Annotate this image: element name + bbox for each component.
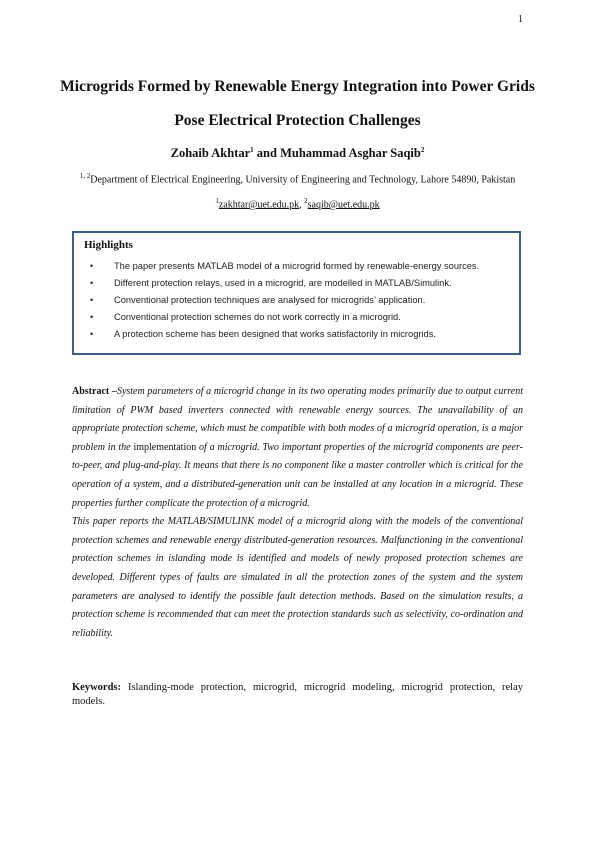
highlight-text: Conventional protection techniques are analysed for microgrids’ application. [114, 295, 426, 305]
bullet-icon: • [90, 261, 94, 271]
email-1-sup: 1 [215, 197, 219, 205]
abstract-text-part1: System parameters of a microgrid change in its two operating modes primarily due to output current limitation of PWM based inverters connected with renewable energy sources. The unavailability of an appropriate protection scheme, which must be compatible with both modes of a microgrid operation, is a major problem in the [72, 386, 523, 453]
bullet-icon: • [90, 278, 94, 288]
highlight-item [84, 258, 507, 275]
highlight-item [84, 326, 507, 343]
bullet-icon: • [90, 295, 94, 305]
abstract [72, 383, 523, 643]
authors-connector: and [253, 146, 281, 161]
highlight-item [84, 275, 507, 292]
email-2-sup: 2 [304, 197, 308, 205]
highlight-text: A protection scheme has been designed that works satisfactorily in microgrids. [114, 329, 436, 339]
author-2: Muhammad Asghar Saqib [280, 146, 421, 161]
email-1-link[interactable]: zakhtar@uet.edu.pk [218, 199, 300, 211]
bullet-icon: • [90, 312, 94, 322]
affiliation-sup: 1, 2 [79, 172, 91, 180]
highlight-text: The paper presents MATLAB model of a microgrid formed by renewable-energy sources. [114, 261, 480, 271]
highlights-heading: Highlights [84, 239, 133, 251]
abstract-upright-word: implementation [133, 441, 197, 453]
keywords-text: Islanding-mode protection, microgrid, microgrid modeling, microgrid protection, relay models. [72, 682, 523, 707]
paper-title: Microgrids Formed by Renewable Energy Integration into Power Grids Pose Electrical Protection Challenges [60, 78, 535, 129]
abstract-label: Abstract – [72, 386, 117, 397]
author-1-sup: 1 [250, 146, 254, 154]
email-2-link[interactable]: saqib@uet.edu.pk [307, 199, 380, 211]
abstract-text-part2: of a microgrid. Two important properties of the microgrid components are peer-to-peer, and plug-and-play. It means that there is no component like a master controller which is critical for the operation of a system, and a distributed-generation unit can be installed at any location in a microgrid. These properties further complicate the protection of a microgrid. [72, 441, 523, 509]
email-separator: , [299, 199, 305, 211]
abstract-paragraph-2: This paper reports the MATLAB/SIMULINK model of a microgrid along with the models of the conventional protection schemes and renewable energy distributed-generation resources. Malfunctioning in the conventional protection schemes in islanding mode is identified and models of newly proposed protection schemes are developed. Different types of faults are simulated in all the protection zones of the system and the system parameters are analysed to identify the possible fault detection methods. Based on the simulation results, a protection scheme is recommended that can meet the protection standards such as selectivity, co-ordination and reliability. [72, 516, 523, 639]
highlight-text: Conventional protection schemes do not work correctly in a microgrid. [114, 312, 401, 322]
keywords-label: Keywords: [72, 682, 121, 693]
affiliation-text: Department of Electrical Engineering, University of Engineering and Technology, Lahore 54890, Pakistan [90, 174, 516, 186]
author-2-sup: 2 [420, 146, 425, 154]
affiliation [0, 172, 595, 185]
author-1: Zohaib Akhtar [170, 146, 251, 161]
bullet-icon: • [90, 329, 94, 339]
keywords [72, 681, 523, 709]
authors-line [0, 146, 595, 161]
highlights-box [72, 231, 521, 355]
highlight-text: Different protection relays, used in a microgrid, are modelled in MATLAB/Simulink. [114, 278, 452, 288]
highlights-list [84, 258, 507, 343]
highlight-item [84, 309, 507, 326]
page-number: 1 [518, 14, 523, 25]
emails-line [0, 197, 595, 210]
highlight-item [84, 292, 507, 309]
